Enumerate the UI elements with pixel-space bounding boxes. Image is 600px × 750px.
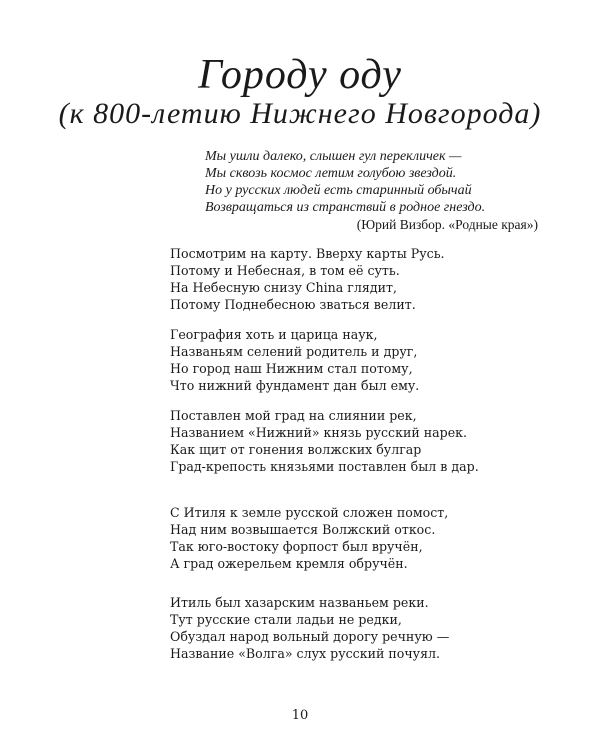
poem-title: Городу оду	[198, 52, 402, 98]
verse-line: Названием «Нижний» князь русский нарек.	[170, 425, 468, 440]
verse-line: Как щит от гонения волжских булгар	[170, 442, 422, 457]
epigraph-line: Но у русских людей есть старинный обычай	[205, 183, 472, 198]
stanza-2	[170, 326, 570, 394]
stanza-3	[170, 407, 570, 475]
verse-line: Посмотрим на карту. Вверху карты Русь.	[170, 246, 445, 261]
verse-line: Поставлен мой град на слиянии рек,	[170, 408, 417, 423]
stanza-1	[170, 245, 570, 313]
verse-line: Потому Поднебесною зваться велит.	[170, 297, 416, 312]
epigraph-attribution: (Юрий Визбор. «Родные края»)	[356, 217, 538, 232]
verse-line: Что нижний фундамент дан был ему.	[170, 378, 420, 393]
verse-line: Потому и Небесная, в том её суть.	[170, 263, 400, 278]
epigraph-line: Мы сквозь космос летим голубою звездой.	[205, 166, 457, 181]
epigraph-line: Мы ушли далеко, слышен гул перекличек —	[205, 149, 462, 164]
verse-line: Так юго-востоку форпост был вручён,	[170, 539, 423, 554]
stanza-5	[170, 594, 570, 662]
verse-line: Итиль был хазарским названьем реки.	[170, 595, 429, 610]
verse-line: Град-крепость князьями поставлен был в дар.	[170, 459, 479, 474]
verse-line: Но город наш Нижним стал потому,	[170, 361, 413, 376]
verse-line: Обуздал народ вольный дорогу речную —	[170, 629, 450, 644]
epigraph-line: Возвращаться из странствий в родное гнездо.	[205, 200, 486, 215]
verse-line: Над ним возвышается Волжский откос.	[170, 522, 436, 537]
verse-line: С Итиля к земле русской сложен помост,	[170, 505, 449, 520]
verse-line: А град ожерельем кремля обручён.	[170, 556, 408, 571]
page-number: 10	[291, 708, 309, 723]
verse-line: На Небесную снизу China глядит,	[170, 280, 397, 295]
epigraph	[205, 148, 565, 216]
stanza-4	[170, 504, 570, 572]
poem-subtitle: (к 800-летию Нижнего Новгорода)	[58, 97, 542, 130]
verse-line: География хоть и царица наук,	[170, 327, 378, 342]
verse-line: Название «Волга» слух русский почуял.	[170, 646, 441, 661]
verse-line: Названьям селений родитель и друг,	[170, 344, 418, 359]
verse-line: Тут русские стали ладьи не редки,	[170, 612, 402, 627]
